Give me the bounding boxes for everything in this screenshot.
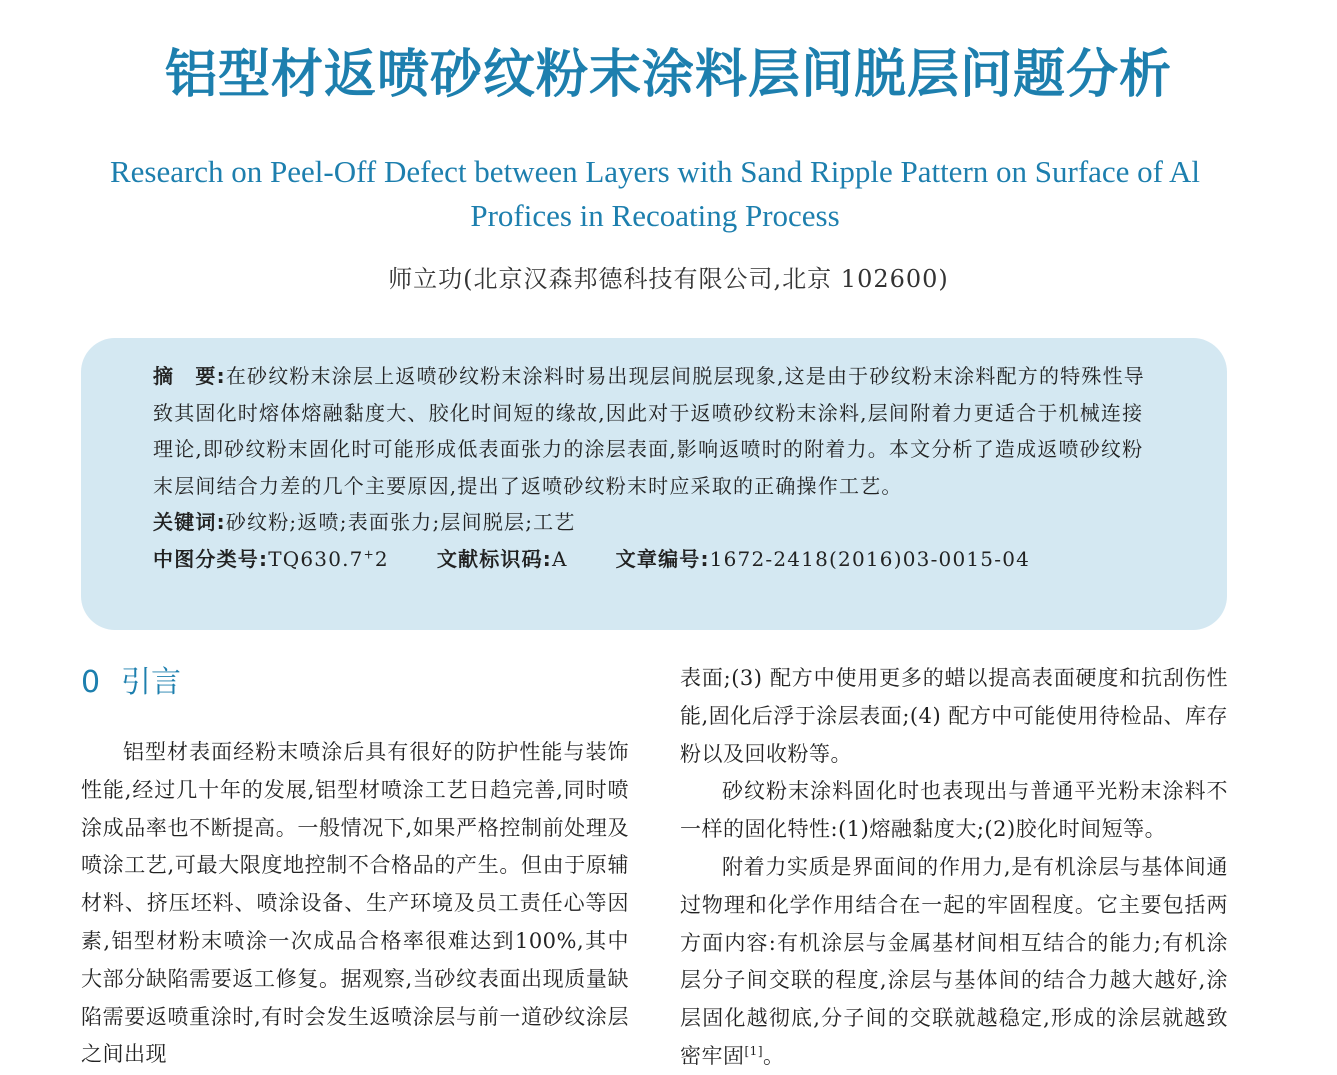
keywords-label: 关键词: <box>153 510 226 534</box>
doc-code-label: 文献标识码: <box>436 546 553 571</box>
body-paragraph-3 <box>680 849 1228 1075</box>
abstract-paragraph <box>153 358 1157 504</box>
intro-paragraph: 铝型材表面经粉末喷涂后具有很好的防护性能与装饰性能,经过几十年的发展,铝型材喷涂工艺日趋完善,同时喷涂成品率也不断提高。一般情况下,如果严格控制前处理及喷涂工艺,可最大限度地控制不合格品的产生。但由于原辅材料、挤压坯料、喷涂设备、生产环境及员工责任心等因素,铝型材粉末喷涂一次成品合格率很难达到100%,其中大部分缺陷需要返工修复。据观察,当砂纹表面出现质量缺陷需要返喷重涂时,有时会发生返喷涂层与前一道砂纹涂层之间出现 <box>81 740 629 1067</box>
right-column <box>680 660 1228 1075</box>
article-number-label: 文章编号: <box>615 546 710 571</box>
paper-title-english: Research on Peel-Off Defect between Layers with Sand Ripple Pattern on Surface of Al Profices in Recoating Process <box>109 154 1201 233</box>
abstract-content <box>153 358 1157 577</box>
article-number: 1672-2418(2016)03-0015-04 <box>709 546 1031 571</box>
abstract-label: 摘 要: <box>153 364 226 388</box>
body-paragraph-3-end: 。 <box>763 1043 785 1068</box>
clc-superscript: + <box>363 546 375 561</box>
abstract-box <box>81 338 1227 630</box>
author-affiliation: 师立功(北京汉森邦德科技有限公司,北京 102600) <box>388 265 949 293</box>
citation-ref-1[interactable]: [1] <box>744 1043 763 1058</box>
abstract-text: 在砂纹粉末涂层上返喷砂纹粉末涂料时易出现层间脱层现象,这是由于砂纹粉末涂料配方的特殊性导致其固化时熔体熔融黏度大、胶化时间短的缘故,因此对于返喷砂纹粉末涂料,层间附着力更适合于机械连接理论,即砂纹粉末固化时可能形成低表面张力的涂层表面,影响返喷时的附着力。本文分析了造成返喷砂纹粉末层间结合力差的几个主要原因,提出了返喷砂纹粉末时应采取的正确操作工艺。 <box>153 364 1145 498</box>
doc-code: A <box>552 546 568 571</box>
keywords-row <box>153 504 1157 541</box>
clc-number: TQ630.7 <box>268 546 364 571</box>
body-paragraph-3-text: 附着力实质是界面间的作用力,是有机涂层与基体间通过物理和化学作用结合在一起的牢固程度。它主要包括两方面内容:有机涂层与金属基材间相互结合的能力;有机涂层分子间交联的程度,涂层与基体间的结合力越大越好,涂层固化越彻底,分子间的交联就越稳定,形成的涂层就越致密牢固 <box>680 854 1228 1068</box>
keywords-text: 砂纹粉;返喷;表面张力;层间脱层;工艺 <box>225 510 576 534</box>
section-heading-introduction <box>81 660 629 706</box>
clc-tail: 2 <box>374 546 389 571</box>
left-column <box>81 660 629 1074</box>
body-paragraph-1: 表面;(3) 配方中使用更多的蜡以提高表面硬度和抗刮伤性能,固化后浮于涂层表面;(4) 配方中可能使用待检品、库存粉以及回收粉等。 <box>680 666 1228 766</box>
section-number: 0 <box>81 665 101 700</box>
clc-label: 中图分类号: <box>153 546 269 571</box>
paper-title-chinese: 铝型材返喷砂纹粉末涂料层间脱层问题分析 <box>164 45 1172 105</box>
section-title: 引言 <box>121 665 181 700</box>
classification-row <box>153 541 1157 578</box>
body-paragraph-2: 砂纹粉末涂料固化时也表现出与普通平光粉末涂料不一样的固化特性:(1)熔融黏度大;(2)胶化时间短等。 <box>680 779 1228 842</box>
